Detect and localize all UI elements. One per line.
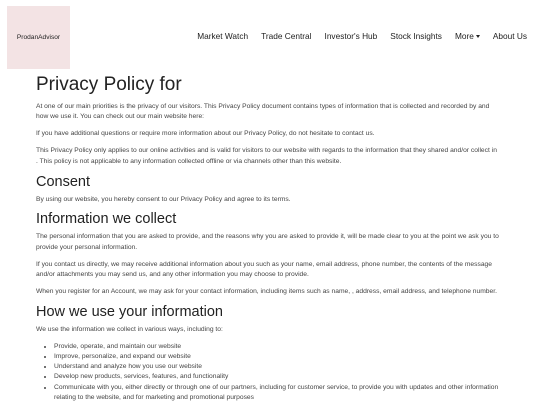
intro-paragraph: This Privacy Policy only applies to our online activities and is valid for visitors to our website with regards to the information that they shared and/or collect in . This policy is not applicable to any information collected offline or via channels other than this website.	[36, 147, 497, 165]
main-nav	[197, 31, 527, 41]
nav-item-more-label: More	[454, 31, 474, 41]
policy-content	[36, 74, 500, 403]
page-title: Privacy Policy for	[36, 74, 182, 95]
brand-name: ProdanAdvisor	[16, 34, 61, 41]
intro-paragraph: If you have additional questions or require more information about our Privacy Policy, do not hesitate to contact us.	[36, 130, 375, 138]
nav-item-trade-central[interactable]: Trade Central	[261, 31, 312, 41]
nav-item-investors-hub[interactable]: Investor's Hub	[324, 31, 378, 41]
list-item: • Develop new products, services, features, and functionality	[54, 372, 500, 382]
use-heading: How we use your information	[36, 303, 223, 320]
brand-logo[interactable]	[7, 6, 70, 69]
collect-heading: Information we collect	[36, 211, 177, 228]
nav-item-market-watch[interactable]: Market Watch	[197, 31, 249, 41]
list-item: • Understand and analyze how you use our website	[54, 362, 500, 372]
list-item: • Communicate with you, either directly or through one of our partners, including for customer service, to provide you with updates and other information relating to the website, and for marketing and promotional purposes	[54, 383, 500, 403]
collect-paragraph: When you register for an Account, we may ask for your contact information, including items such as name, , address, email address, and telephone number.	[36, 288, 497, 296]
consent-heading: Consent	[36, 173, 91, 190]
list-item: • Provide, operate, and maintain our website	[54, 342, 500, 352]
consent-paragraph: By using our website, you hereby consent to our Privacy Policy and agree to its terms.	[36, 195, 291, 203]
nav-item-about-us[interactable]: About Us	[492, 31, 527, 41]
collect-paragraph: If you contact us directly, we may receive additional information about you such as your name, email address, phone number, the contents of the message and/or attachments you may send us, and any other information you may choose to provide.	[36, 260, 492, 279]
nav-item-stock-insights[interactable]: Stock Insights	[390, 31, 442, 41]
chevron-down-icon	[476, 35, 480, 38]
site-header	[0, 0, 540, 72]
collect-paragraph: The personal information that you are asked to provide, and the reasons why you are asked to provide it, will be made clear to you at the point we ask you to provide your personal information.	[36, 233, 499, 251]
nav-item-more[interactable]	[455, 31, 480, 41]
use-list	[36, 342, 500, 403]
list-item: • Improve, personalize, and expand our website	[54, 352, 500, 362]
use-intro: We use the information we collect in various ways, including to:	[36, 325, 223, 333]
intro-paragraph: At one of our main priorities is the privacy of our visitors. This Privacy Policy document contains types of information that is collected and recorded by and how we use it. You can check out our main website here:	[36, 103, 490, 121]
